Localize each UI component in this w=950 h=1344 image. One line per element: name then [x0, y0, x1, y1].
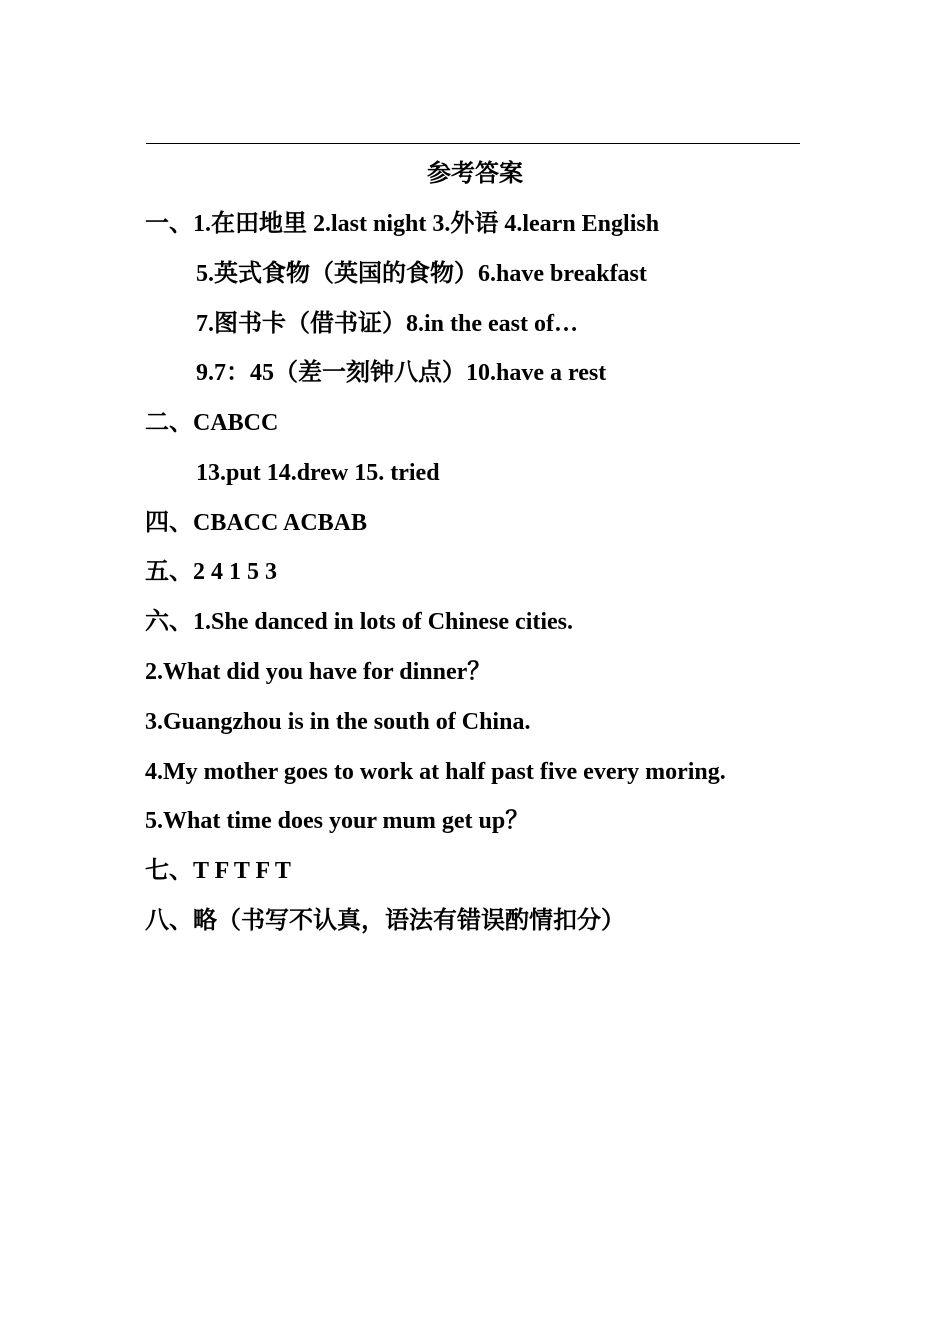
answer-line-5: 二、CABCC — [145, 410, 279, 436]
answer-line-8: 五、2 4 1 5 3 — [145, 559, 277, 585]
answer-line-12: 4.My mother goes to work at half past five every moring. — [145, 759, 726, 785]
answer-line-11: 3.Guangzhou is in the south of China. — [145, 709, 531, 735]
answer-line-7: 四、CBACC ACBAB — [145, 510, 368, 536]
answer-line-13: 5.What time does your mum get up？ — [145, 808, 530, 834]
answer-line-15: 八、略（书写不认真，语法有错误酌情扣分） — [145, 908, 625, 934]
answer-line-3: 7.图书卡（借书证）8.in the east of… — [196, 311, 578, 337]
answer-line-10: 2.What did you have for dinner？ — [145, 659, 492, 685]
answer-line-6: 13.put 14.drew 15. tried — [196, 460, 440, 486]
page-title: 参考答案 — [427, 161, 523, 187]
answer-line-9: 六、1.She danced in lots of Chinese cities. — [145, 609, 574, 635]
answer-line-4: 9.7：45（差一刻钟八点）10.have a rest — [196, 360, 607, 386]
answer-line-2: 5.英式食物（英国的食物）6.have breakfast — [196, 261, 647, 287]
answer-line-14: 七、T F T F T — [145, 858, 291, 884]
top-divider — [146, 143, 800, 144]
answer-line-1: 一、1.在田地里 2.last night 3.外语 4.learn English — [145, 211, 660, 237]
